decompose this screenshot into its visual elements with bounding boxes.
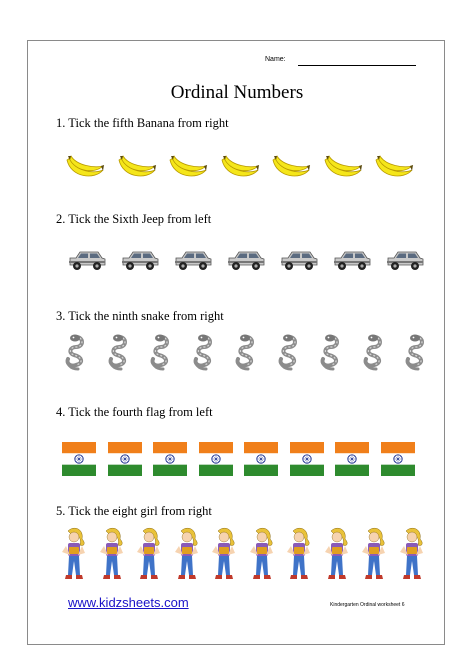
jeep-icon[interactable] (68, 249, 106, 271)
jeep-icon[interactable] (174, 249, 212, 271)
flag-icon[interactable] (199, 442, 233, 476)
girl-icon[interactable] (60, 527, 88, 581)
jeep-icon[interactable] (227, 249, 265, 271)
banana-icon[interactable] (117, 154, 157, 184)
flag-icon[interactable] (108, 442, 142, 476)
flag-icon[interactable] (290, 442, 324, 476)
jeep-row (0, 246, 474, 296)
name-field[interactable] (298, 65, 416, 66)
question-1: 1. Tick the fifth Banana from right (56, 116, 229, 130)
snake-icon[interactable] (190, 333, 216, 373)
question-3: 3. Tick the ninth snake from right (56, 309, 224, 323)
banana-icon[interactable] (374, 154, 414, 184)
snake-row (0, 333, 474, 383)
banana-icon[interactable] (168, 154, 208, 184)
girl-row (0, 527, 474, 577)
girl-icon[interactable] (173, 527, 201, 581)
footer-note: Kindergarten Ordinal worksheet 6 (330, 602, 405, 608)
jeep-icon[interactable] (386, 249, 424, 271)
name-label: Name: (265, 56, 286, 63)
banana-row (0, 150, 474, 200)
banana-icon[interactable] (323, 154, 363, 184)
snake-icon[interactable] (317, 333, 343, 373)
jeep-icon[interactable] (333, 249, 371, 271)
girl-icon[interactable] (98, 527, 126, 581)
flag-icon[interactable] (381, 442, 415, 476)
flag-icon[interactable] (62, 442, 96, 476)
jeep-icon[interactable] (121, 249, 159, 271)
page-title: Ordinal Numbers (170, 82, 304, 103)
banana-icon[interactable] (220, 154, 260, 184)
snake-icon[interactable] (275, 333, 301, 373)
jeep-icon[interactable] (280, 249, 318, 271)
snake-icon[interactable] (62, 333, 88, 373)
snake-icon[interactable] (402, 333, 428, 373)
girl-icon[interactable] (323, 527, 351, 581)
question-2: 2. Tick the Sixth Jeep from left (56, 212, 212, 226)
snake-icon[interactable] (105, 333, 131, 373)
girl-icon[interactable] (248, 527, 276, 581)
snake-icon[interactable] (232, 333, 258, 373)
flag-icon[interactable] (335, 442, 369, 476)
question-4: 4. Tick the fourth flag from left (56, 405, 213, 419)
question-5: 5. Tick the eight girl from right (56, 504, 212, 518)
flag-row (0, 438, 474, 488)
girl-icon[interactable] (135, 527, 163, 581)
flag-icon[interactable] (244, 442, 278, 476)
girl-icon[interactable] (360, 527, 388, 581)
snake-icon[interactable] (147, 333, 173, 373)
snake-icon[interactable] (360, 333, 386, 373)
banana-icon[interactable] (271, 154, 311, 184)
girl-icon[interactable] (285, 527, 313, 581)
girl-icon[interactable] (210, 527, 238, 581)
banana-icon[interactable] (65, 154, 105, 184)
flag-icon[interactable] (153, 442, 187, 476)
girl-icon[interactable] (398, 527, 426, 581)
footer-link[interactable]: www.kidzsheets.com (68, 595, 189, 610)
